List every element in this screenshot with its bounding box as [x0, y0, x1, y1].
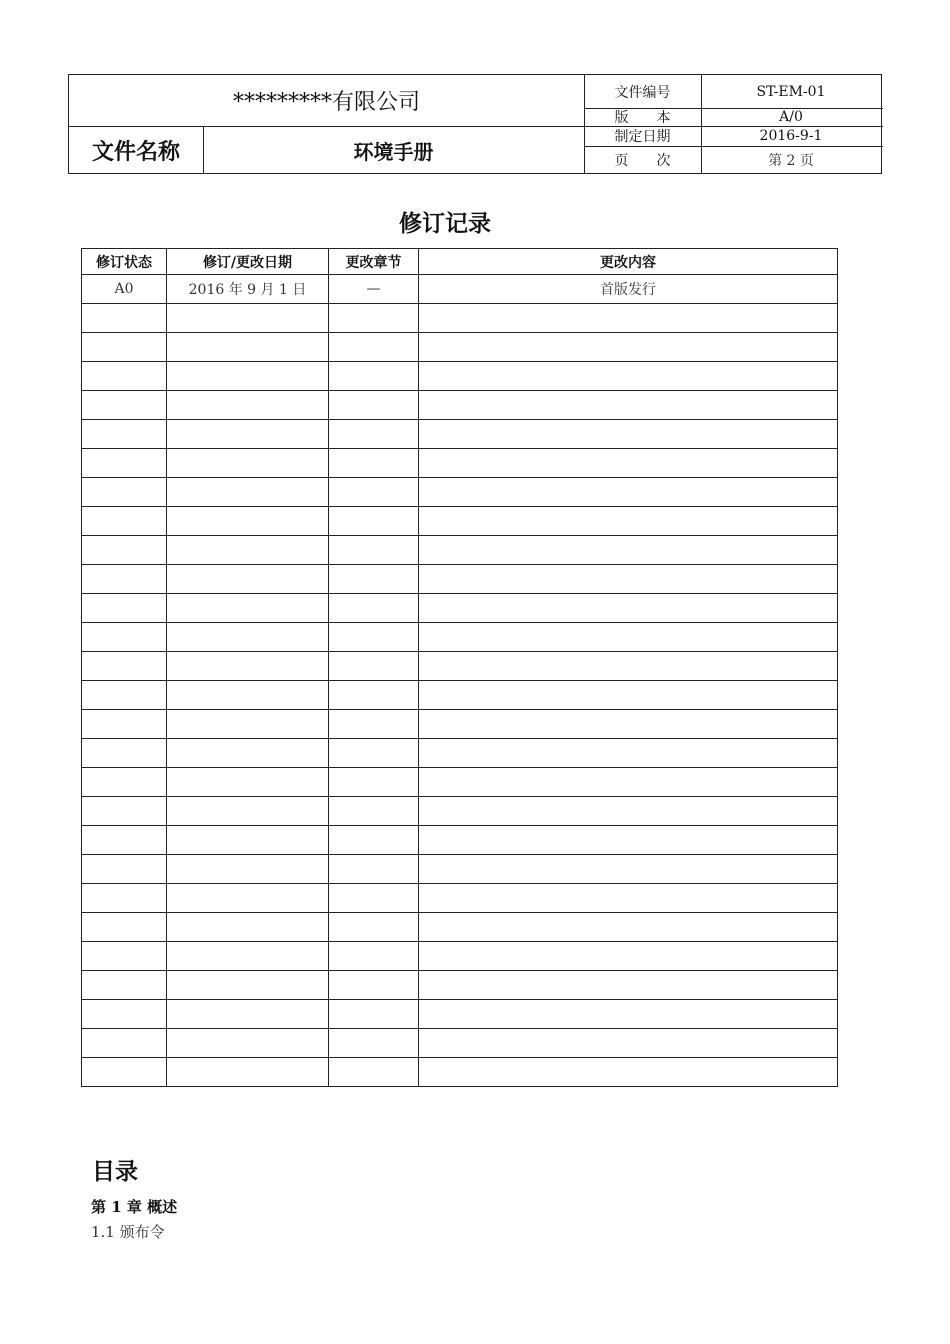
cell-date [167, 1058, 329, 1087]
cell-section [329, 362, 419, 391]
cell-status [82, 594, 167, 623]
cell-status [82, 884, 167, 913]
cell-content [419, 652, 838, 681]
cell-date [167, 797, 329, 826]
cell-content [419, 913, 838, 942]
cell-date [167, 971, 329, 1000]
cell-section [329, 449, 419, 478]
cell-content [419, 884, 838, 913]
cell-content [419, 710, 838, 739]
meta-value-date: 2016-9-1 [759, 128, 823, 144]
cell-date [167, 565, 329, 594]
table-row [82, 1000, 838, 1029]
cell-date [167, 391, 329, 420]
cell-section [329, 420, 419, 449]
cell-section [329, 478, 419, 507]
cell-section [329, 710, 419, 739]
cell-content [419, 333, 838, 362]
cell-status [82, 1058, 167, 1087]
meta-label-date: 制定日期 [614, 129, 671, 145]
cell-section [329, 913, 419, 942]
table-row [82, 565, 838, 594]
table-row [82, 913, 838, 942]
table-row [82, 826, 838, 855]
meta-value-page: 第 2 页 [768, 152, 814, 169]
cell-status [82, 362, 167, 391]
table-row [82, 623, 838, 652]
cell-section [329, 855, 419, 884]
cell-date [167, 536, 329, 565]
cell-content [419, 797, 838, 826]
toc-chapter-1: 第 1 章 概述 [91, 1198, 178, 1216]
revision-title: 修订记录 [399, 211, 491, 237]
table-row [82, 594, 838, 623]
cell-status [82, 1029, 167, 1058]
cell-content [419, 594, 838, 623]
cell-section [329, 797, 419, 826]
cell-content [419, 826, 838, 855]
cell-section [329, 884, 419, 913]
cell-section [329, 652, 419, 681]
cell-date [167, 304, 329, 333]
cell-date [167, 478, 329, 507]
cell-date [167, 1000, 329, 1029]
meta-label-file-number: 文件编号 [614, 85, 671, 101]
table-row [82, 739, 838, 768]
cell-date [167, 652, 329, 681]
cell-section: — [329, 275, 419, 304]
cell-section [329, 971, 419, 1000]
table-row [82, 304, 838, 333]
cell-content [419, 420, 838, 449]
table-row [82, 710, 838, 739]
cell-date [167, 710, 329, 739]
cell-status [82, 478, 167, 507]
cell-date [167, 507, 329, 536]
cell-content [419, 362, 838, 391]
cell-date [167, 623, 329, 652]
cell-date [167, 449, 329, 478]
column-header-section: 更改章节 [329, 249, 419, 275]
company-name: *********有限公司 [232, 90, 420, 115]
meta-label-version: 版 本 [614, 110, 671, 126]
table-row [82, 507, 838, 536]
cell-status [82, 913, 167, 942]
cell-status [82, 710, 167, 739]
cell-section [329, 942, 419, 971]
meta-label-page: 页 次 [614, 152, 671, 169]
cell-date [167, 855, 329, 884]
cell-status [82, 855, 167, 884]
cell-status [82, 768, 167, 797]
table-row [82, 420, 838, 449]
cell-section [329, 739, 419, 768]
table-row [82, 942, 838, 971]
cell-content [419, 681, 838, 710]
cell-date [167, 594, 329, 623]
cell-content [419, 565, 838, 594]
table-row [82, 478, 838, 507]
cell-status [82, 623, 167, 652]
cell-status [82, 681, 167, 710]
cell-section [329, 507, 419, 536]
cell-section [329, 826, 419, 855]
cell-date [167, 913, 329, 942]
cell-status [82, 391, 167, 420]
cell-content [419, 971, 838, 1000]
cell-content [419, 536, 838, 565]
cell-section [329, 681, 419, 710]
cell-section [329, 391, 419, 420]
meta-value-file-number: ST-EM-01 [756, 84, 826, 100]
revision-table-body [82, 275, 838, 1087]
meta-value-version: A/0 [779, 109, 803, 125]
cell-status: A0 [82, 275, 167, 304]
table-row [82, 391, 838, 420]
table-row [82, 768, 838, 797]
cell-status [82, 420, 167, 449]
cell-content [419, 623, 838, 652]
cell-status [82, 536, 167, 565]
cell-status [82, 304, 167, 333]
cell-status [82, 652, 167, 681]
cell-date: 2016 年 9 月 1 日 [167, 275, 329, 304]
column-header-content: 更改内容 [419, 249, 838, 275]
table-row [82, 797, 838, 826]
cell-section [329, 304, 419, 333]
revision-table [81, 248, 838, 1087]
cell-content [419, 768, 838, 797]
table-row [82, 1029, 838, 1058]
table-row [82, 275, 838, 304]
table-row [82, 536, 838, 565]
cell-content [419, 1058, 838, 1087]
document-header [68, 74, 882, 174]
column-header-status: 修订状态 [82, 249, 167, 275]
document-name: 环境手册 [353, 139, 434, 164]
cell-status [82, 333, 167, 362]
table-row [82, 362, 838, 391]
table-row [82, 652, 838, 681]
table-row [82, 681, 838, 710]
cell-status [82, 1000, 167, 1029]
column-header-date: 修订/更改日期 [167, 249, 329, 275]
revision-header-row [82, 249, 838, 275]
cell-content [419, 1000, 838, 1029]
cell-date [167, 768, 329, 797]
file-name-label: 文件名称 [91, 139, 180, 165]
cell-section [329, 565, 419, 594]
table-row [82, 449, 838, 478]
cell-status [82, 449, 167, 478]
cell-status [82, 942, 167, 971]
cell-date [167, 333, 329, 362]
table-row [82, 971, 838, 1000]
cell-section [329, 768, 419, 797]
cell-content [419, 855, 838, 884]
table-row [82, 333, 838, 362]
cell-section [329, 1000, 419, 1029]
cell-status [82, 797, 167, 826]
cell-content [419, 391, 838, 420]
table-row [82, 884, 838, 913]
cell-section [329, 333, 419, 362]
cell-section [329, 594, 419, 623]
cell-date [167, 362, 329, 391]
cell-status [82, 507, 167, 536]
cell-status [82, 971, 167, 1000]
cell-content [419, 478, 838, 507]
cell-content [419, 304, 838, 333]
toc-title: 目录 [92, 1159, 138, 1185]
cell-section [329, 536, 419, 565]
cell-date [167, 420, 329, 449]
cell-date [167, 739, 329, 768]
cell-content [419, 507, 838, 536]
cell-content [419, 942, 838, 971]
cell-date [167, 942, 329, 971]
table-row [82, 1058, 838, 1087]
cell-date [167, 1029, 329, 1058]
cell-section [329, 623, 419, 652]
cell-status [82, 739, 167, 768]
cell-date [167, 826, 329, 855]
cell-status [82, 826, 167, 855]
cell-date [167, 884, 329, 913]
cell-content [419, 449, 838, 478]
cell-section [329, 1058, 419, 1087]
toc-section-1-1: 1.1 颁布令 [91, 1223, 165, 1241]
cell-date [167, 681, 329, 710]
cell-status [82, 565, 167, 594]
table-row [82, 855, 838, 884]
cell-content [419, 1029, 838, 1058]
cell-section [329, 1029, 419, 1058]
cell-content [419, 739, 838, 768]
cell-content: 首版发行 [419, 275, 838, 304]
